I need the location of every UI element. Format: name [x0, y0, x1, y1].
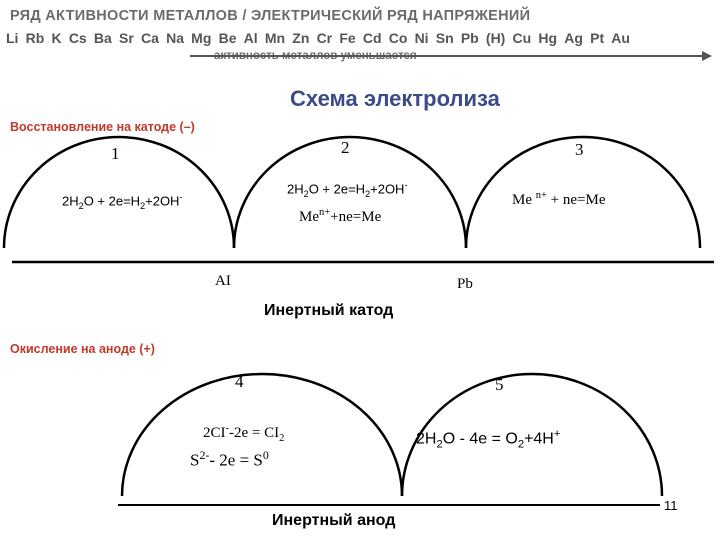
- scheme-title: Схема электролиза: [290, 86, 500, 111]
- zone-1-number: 1: [111, 144, 120, 163]
- metal-symbol: Ag: [564, 30, 583, 46]
- metal-symbol: Be: [218, 30, 237, 46]
- inert-anode-label: Инертный анод: [272, 512, 396, 529]
- metal-symbol: Sn: [435, 30, 454, 46]
- metal-symbol: Ba: [93, 30, 112, 46]
- metal-symbol: (H): [485, 30, 506, 46]
- metal-symbol: Cs: [68, 30, 87, 46]
- metal-symbol: Cu: [512, 30, 532, 46]
- zone-3-number: 3: [575, 140, 584, 159]
- metal-symbol: Mn: [264, 30, 286, 46]
- decrease-arrow-head: [702, 51, 712, 61]
- metal-symbol: Al: [243, 30, 258, 46]
- metal-symbol: Hg: [538, 30, 558, 46]
- activity-series-caption: активность металлов уменьшается: [214, 50, 417, 62]
- marker-al: AI: [215, 273, 231, 289]
- metal-symbol: Au: [611, 30, 630, 46]
- metal-symbol: Rb: [25, 30, 45, 46]
- zone-5-number: 5: [495, 375, 504, 394]
- page-number: 11: [664, 498, 678, 513]
- zone-2-number: 2: [341, 138, 350, 157]
- activity-series-title: РЯД АКТИВНОСТИ МЕТАЛЛОВ / ЭЛЕКТРИЧЕСКИЙ РЯД НАПРЯЖЕНИЙ: [10, 8, 531, 24]
- metal-symbol: Mg: [191, 30, 212, 46]
- metal-symbol: K: [51, 30, 62, 46]
- metal-symbol: Pt: [590, 30, 605, 46]
- zone-4-number: 4: [235, 372, 244, 391]
- metal-symbol: Sr: [119, 30, 134, 46]
- metal-symbol: Cr: [316, 30, 333, 46]
- metal-symbol: Ni: [414, 30, 429, 46]
- metal-symbol: Fe: [339, 30, 356, 46]
- metal-symbol: Pb: [460, 30, 479, 46]
- zone-5-equation: $2H_2O - 4e = O_2+4H^+$: [416, 428, 561, 451]
- zone-2-equation-water: $2H_2O + 2e=H_2+2OH^-$: [287, 180, 408, 199]
- anode-heading: Окисление на аноде (+): [10, 342, 155, 356]
- cathode-heading: Восстановление на катоде (–): [10, 120, 195, 134]
- metal-symbol: Zn: [292, 30, 310, 46]
- metal-symbol: Ca: [140, 30, 159, 46]
- marker-pb: Pb: [457, 276, 473, 292]
- zone-4-equation-sulfide: $S^{2-}-$ $2e = S^0$: [190, 448, 269, 470]
- inert-cathode-label: Инертный катод: [264, 302, 394, 319]
- zone-1-equation: $2H_2O + 2e=H_2+2OH^-$: [62, 192, 183, 211]
- metal-symbol: Na: [166, 30, 184, 46]
- zone-4-equation-chloride: $2CI^--2e = CI_2$: [203, 423, 285, 444]
- metal-symbol: Co: [388, 30, 408, 46]
- metal-symbol: Li: [6, 30, 19, 46]
- zone-3-equation: Me $^{n+}$ + ne=Me: [512, 190, 606, 208]
- zone-2-equation-metal: $Me^{n+}+ne=Me$: [299, 207, 382, 225]
- metal-symbol: Cd: [362, 30, 382, 46]
